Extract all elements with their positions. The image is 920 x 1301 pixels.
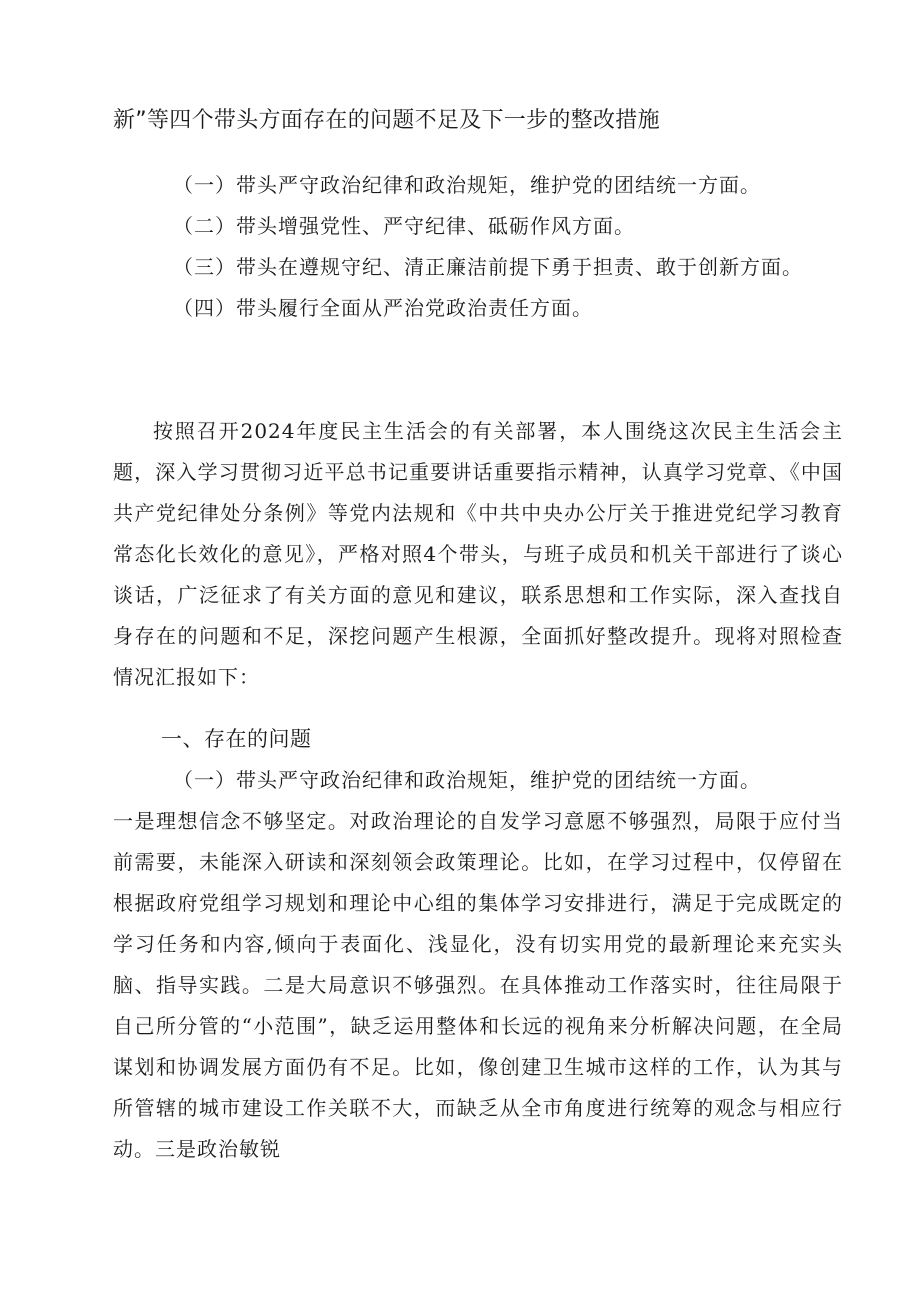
outline-item-2: （二）带头增强党性、严守纪律、砥砺作风方面。 bbox=[173, 214, 635, 238]
outline-item-4: （四）带头履行全面从严治党政治责任方面。 bbox=[173, 296, 593, 320]
subsection-title: （一）带头严守政治纪律和政治规矩，维护党的团结统一方面。 bbox=[173, 768, 761, 792]
outline-list bbox=[113, 165, 843, 329]
subsection-block bbox=[113, 760, 843, 1170]
section-heading: 一、存在的问题 bbox=[161, 727, 312, 751]
outline-item-3: （三）带头在遵规守纪、清正廉洁前提下勇于担责、敢于创新方面。 bbox=[173, 255, 803, 279]
outline-item-1: （一）带头严守政治纪律和政治规矩，维护党的团结统一方面。 bbox=[173, 173, 761, 197]
document-title: 新”等四个带头方面存在的问题不足及下一步的整改措施 bbox=[113, 108, 660, 133]
body-paragraph: 一是理想信念不够坚定。对政治理论的自发学习意愿不够强烈，局限于应付当前需要，未能深入研读和深刻领会政策理论。比如，在学习过程中，仅停留在根据政府党组学习规划和理论中心组的集体学习安排进行，满足于完成既定的学习任务和内容,倾向于表面化、浅显化，没有切实用党的最新理论来充实头脑、指导实践。二是大局意识不够强烈。在具体推动工作落实时，往往局限于自己所分管的“小范围”，缺乏运用整体和长远的视角来分析解决问题，在全局谋划和协调发展方面仍有不足。比如，像创建卫生城市这样的工作，认为其与所管辖的城市建设工作关联不大，而缺乏从全市角度进行统筹的观念与相应行动。三是政治敏锐 bbox=[113, 809, 843, 1161]
intro-paragraph: 按照召开2024年度民主生活会的有关部署，本人围绕这次民主生活会主题，深入学习贯彻习近平总书记重要讲话重要指示精神，认真学习党章、《中国共产党纪律处分条例》等党内法规和《中共中央办公厅关于推进党纪学习教育常态化长效化的意见》，严格对照4个带头，与班子成员和机关干部进行了谈心谈话，广泛征求了有关方面的意见和建议，联系思想和工作实际，深入查找自身存在的问题和不足，深挖问题产生根源，全面抓好整改提升。现将对照检查情况汇报如下： bbox=[113, 419, 843, 689]
